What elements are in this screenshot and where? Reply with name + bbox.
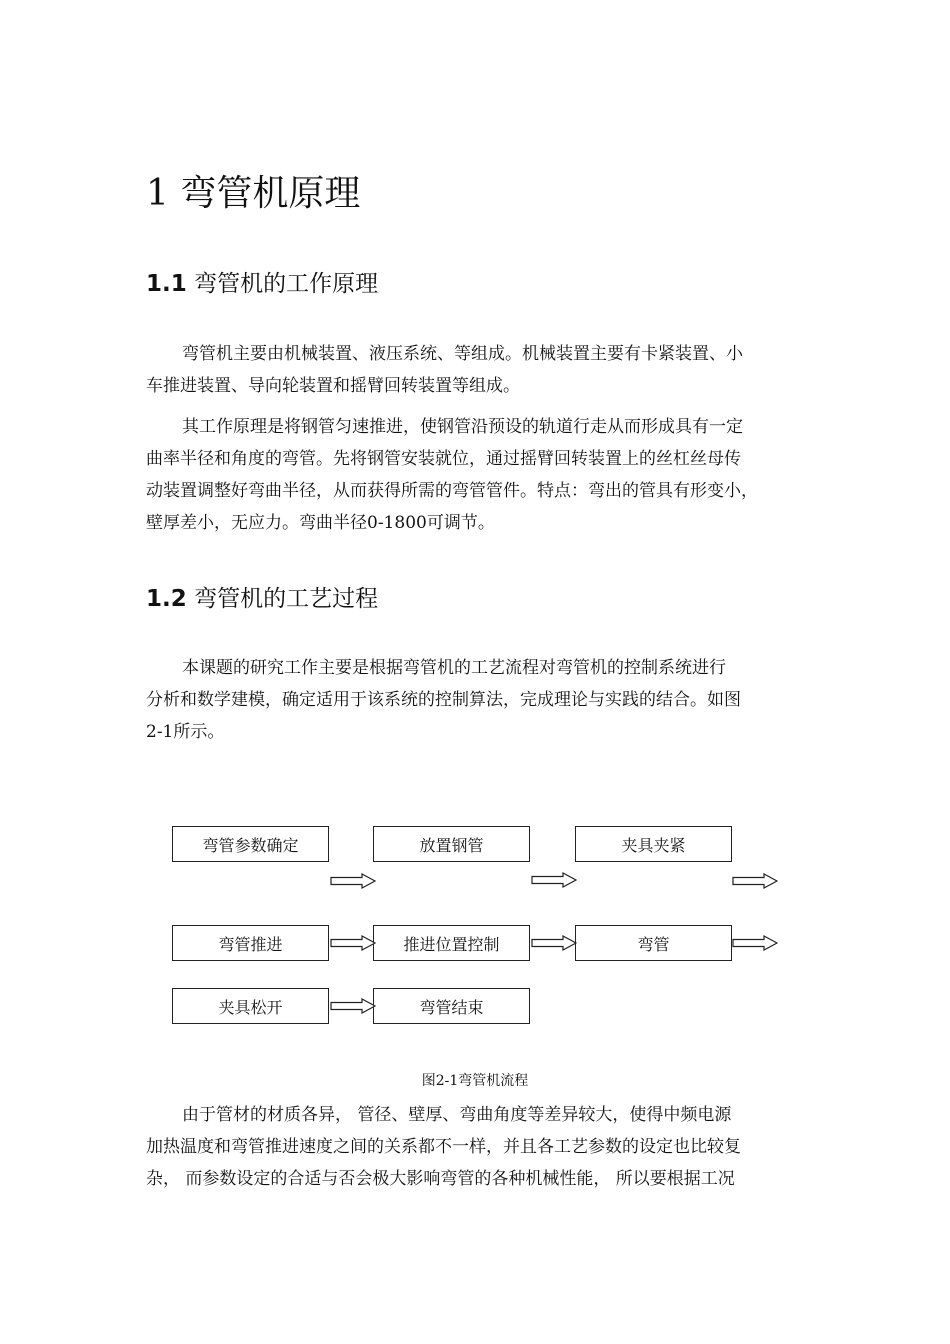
flow-box-bend: 弯管 [575,925,732,961]
flow-box-position-control: 推进位置控制 [373,925,530,961]
paragraph-line: 由于管材的材质各异， 管径、壁厚、弯曲角度等差异较大，使得中频电源 [182,1105,732,1125]
section-title: 弯管机的工艺过程 [194,586,379,612]
paragraph-line: 本课题的研究工作主要是根据弯管机的工艺流程对弯管机的控制系统进行 [182,658,726,678]
paragraph-line: 壁厚差小，无应力。弯曲半径0-1800可调节。 [146,513,495,533]
arrow-right-icon [531,872,577,888]
paragraph-line: 动装置调整好弯曲半径，从而获得所需的弯管管件。特点：弯出的管具有形变小， [146,481,758,501]
figure-caption: 图2-1弯管机流程 [421,1073,529,1089]
paragraph-line: 杂， 而参数设定的合适与否会极大影响弯管的各种机械性能， 所以要根据工况 [146,1169,735,1189]
flow-box-place-pipe: 放置钢管 [373,826,530,862]
flow-box-pipe-push: 弯管推进 [172,925,329,961]
flow-box-end: 弯管结束 [373,988,530,1024]
paragraph-composition [146,338,810,402]
section-number: 1.2 [146,586,187,612]
paragraph-line: 分析和数学建模，确定适用于该系统的控制算法，完成理论与实践的结合。如图 [146,690,741,710]
paragraph-material-variation [146,1099,810,1195]
arrow-right-icon [531,935,577,951]
flow-box-param-setup: 弯管参数确定 [172,826,329,862]
paragraph-line: 曲率半径和角度的弯管。先将钢管安装就位，通过摇臂回转装置上的丝杠丝母传 [146,449,741,469]
section-title: 弯管机的工作原理 [194,271,379,297]
arrow-right-icon [330,873,376,889]
section-number: 1.1 [146,271,187,297]
flow-box-clamp: 夹具夹紧 [575,826,732,862]
arrow-right-icon [330,935,376,951]
chapter-title: 1 弯管机原理 [146,173,361,214]
paragraph-line: 其工作原理是将钢管匀速推进，使钢管沿预设的轨道行走从而形成具有一定 [182,417,743,437]
arrow-right-icon [732,935,778,951]
arrow-right-icon [732,873,778,889]
paragraph-line: 弯管机主要由机械装置、液压系统、等组成。机械装置主要有卡紧装置、小 [182,344,743,364]
paragraph-working-principle [146,411,810,539]
paragraph-line: 2-1所示。 [146,722,225,742]
paragraph-line: 车推进装置、导向轮装置和摇臂回转装置等组成。 [146,376,520,396]
flow-box-release-clamp: 夹具松开 [172,988,329,1024]
arrow-right-icon [330,998,376,1014]
paragraph-research-work [146,652,810,748]
paragraph-line: 加热温度和弯管推进速度之间的关系都不一样，并且各工艺参数的设定也比较复 [146,1137,741,1157]
section-heading-1-1 [146,268,378,300]
section-heading-1-2 [146,583,378,615]
